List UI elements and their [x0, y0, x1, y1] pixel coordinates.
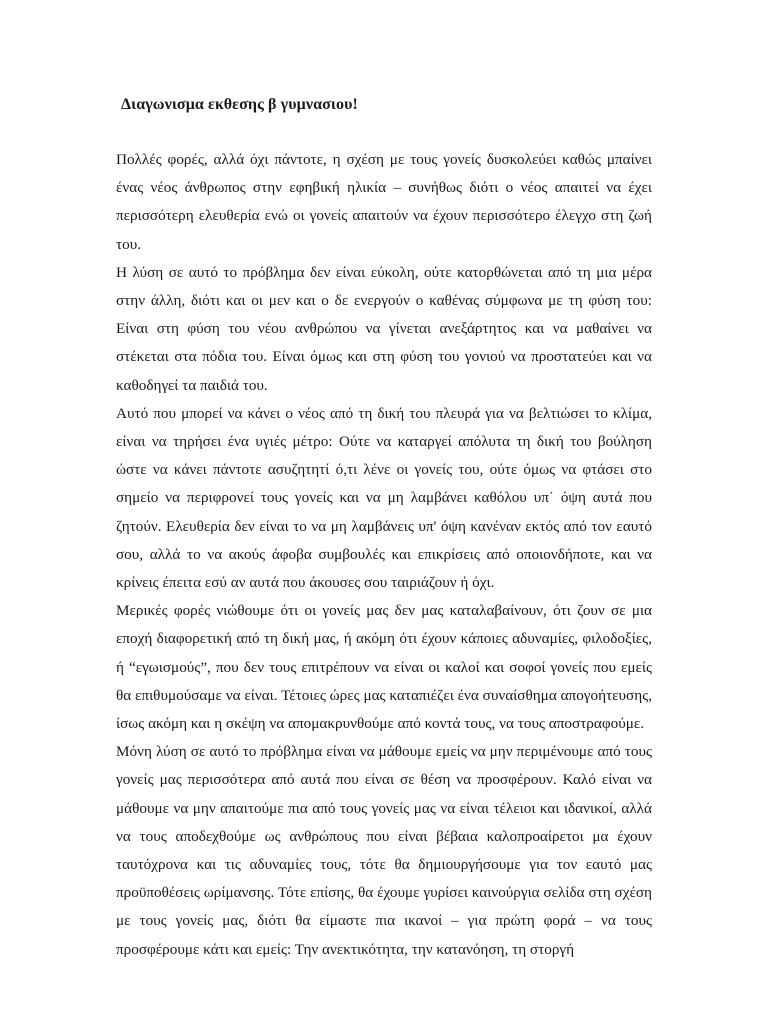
document-title: Διαγωνισμα εκθεσης β γυμνασιου!: [121, 96, 358, 113]
paragraph-2: Η λύση σε αυτό το πρόβλημα δεν είναι εύκολη, ούτε κατορθώνεται από τη μια μέρα στην άλλη, διότι και οι μεν και ο δε ενεργούν ο καθένας σύμφωνα με τη φύση του: Είναι στη φύση του νέου ανθρώπου να γίνεται ανεξάρτητος και να μαθαίνει να στέκεται στα πόδια του. Είναι όμως και στη φύση του γονιού να προστατεύει και να καθοδηγεί τα παιδιά του.: [116, 263, 652, 394]
paragraph-5: Μόνη λύση σε αυτό το πρόβλημα είναι να μάθουμε εμείς να μην περιμένουμε από τους γονείς μας περισσότερα από αυτά που είναι σε θέση να προσφέρουν. Καλό είναι να μάθουμε να μην απαιτούμε πια από τους γονείς μας να είναι τέλειοι και ιδανικοί, αλλά να τους αποδεχθούμε ως ανθρώπους που είναι βέβαια καλοπροαίρετοι μα έχουν ταυτόχρονα και τις αδυναμίες τους, τότε θα δημιουργήσουμε για τον εαυτό μας προϋποθέσεις ωρίμανσης. Τότε επίσης, θα έχουμε γυρίσει καινούργια σελίδα στη σχέση με τους γονείς μας, διότι θα είμαστε πια ικανοί – για πρώτη φορά – να τους προσφέρουμε κάτι και εμείς: Την ανεκτικότητα, την κατανόηση, τη στοργή: [116, 743, 652, 958]
paragraph-3: Αυτό που μπορεί να κάνει ο νέος από τη δική του πλευρά για να βελτιώσει το κλίμα, είναι να τηρήσει ένα υγιές μέτρο: Ούτε να καταργεί απόλυτα τη δική του βούληση ώστε να κάνει πάντοτε ασυζητητί ό,τι λένε οι γονείς του, ούτε όμως να φτάσει στο σημείο να περιφρονεί τους γονείς και να μη λαμβάνει καθόλου υπ΄ όψη αυτά που ζητούν. Ελευθερία δεν είναι το να μη λαμβάνεις υπ' όψη κανέναν εκτός από τον εαυτό σου, αλλά το να ακούς άφοβα συμβουλές και επικρίσεις από οποιονδήποτε, και να κρίνεις έπειτα εσύ αν αυτά που άκουσες σου ταιριάζουν ή όχι.: [116, 404, 652, 592]
paragraph-1: Πολλές φορές, αλλά όχι πάντοτε, η σχέση με τους γονείς δυσκολεύει καθώς μπαίνει ένας νέος άνθρωπος στην εφηβική ηλικία – συνήθως διότι ο νέος απαιτεί να έχει περισσότερη ελευθερία ενώ οι γονείς απαιτούν να έχουν περισσότερο έλεγχο στη ζωή του.: [116, 151, 652, 253]
paragraph-4: Μερικές φορές νιώθουμε ότι οι γονείς μας δεν μας καταλαβαίνουν, ότι ζουν σε μια εποχή διαφορετική από τη δική μας, ή ακόμη ότι έχουν κάποιες αδυναμίες, φιλοδοξίες, ή “εγωισμούς”, που δεν τους επιτρέπουν να είναι οι καλοί και σοφοί γονείς που εμείς θα επιθυμούσαμε να είναι. Τέτοιες ώρες μας καταπιέζει ένα συναίσθημα απογοήτευσης, ίσως ακόμη και η σκέψη να απομακρυνθούμε από κοντά τους, να τους αποστραφούμε.: [116, 602, 652, 733]
document-body: [116, 146, 652, 964]
